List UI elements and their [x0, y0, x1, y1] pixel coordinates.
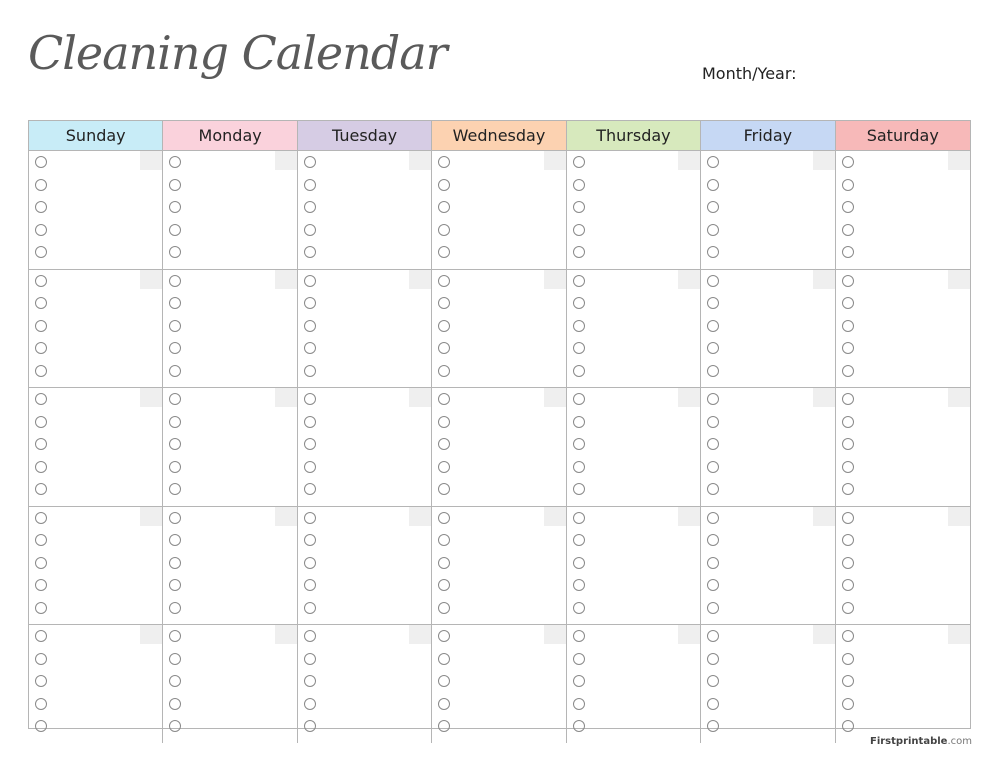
- task-checkbox[interactable]: [304, 630, 316, 642]
- task-checkbox[interactable]: [842, 438, 854, 450]
- task-checkbox[interactable]: [842, 416, 854, 428]
- task-checkbox[interactable]: [304, 416, 316, 428]
- task-checkbox[interactable]: [304, 393, 316, 405]
- day-cell: [29, 625, 163, 743]
- task-checkbox[interactable]: [842, 393, 854, 405]
- task-checkbox[interactable]: [35, 579, 47, 591]
- task-checkbox[interactable]: [573, 675, 585, 687]
- task-checkbox[interactable]: [573, 416, 585, 428]
- task-checkbox[interactable]: [842, 461, 854, 473]
- month-year-label: Month/Year:: [702, 64, 797, 83]
- task-checkbox[interactable]: [169, 653, 181, 665]
- date-box[interactable]: [678, 151, 700, 170]
- task-checkbox[interactable]: [169, 534, 181, 546]
- day-header-tuesday: Tuesday: [298, 121, 432, 151]
- task-checkbox[interactable]: [304, 275, 316, 287]
- page-title: Cleaning Calendar: [28, 26, 447, 80]
- task-checkbox[interactable]: [438, 275, 450, 287]
- task-checkbox[interactable]: [438, 365, 450, 377]
- date-box[interactable]: [409, 625, 431, 644]
- task-checkbox[interactable]: [35, 393, 47, 405]
- task-checkbox[interactable]: [304, 653, 316, 665]
- task-checkbox[interactable]: [707, 602, 719, 614]
- task-checkbox[interactable]: [707, 393, 719, 405]
- date-box[interactable]: [678, 507, 700, 526]
- task-checkbox[interactable]: [842, 224, 854, 236]
- task-checkbox[interactable]: [304, 534, 316, 546]
- task-checkbox[interactable]: [438, 179, 450, 191]
- task-checkbox[interactable]: [35, 557, 47, 569]
- task-checkbox[interactable]: [707, 416, 719, 428]
- task-checkbox[interactable]: [573, 602, 585, 614]
- task-checkbox[interactable]: [438, 201, 450, 213]
- task-checkbox[interactable]: [169, 342, 181, 354]
- task-checkbox[interactable]: [438, 630, 450, 642]
- task-checkbox[interactable]: [304, 675, 316, 687]
- task-checkbox[interactable]: [707, 156, 719, 168]
- day-cell: [298, 625, 432, 743]
- day-cell: [836, 270, 970, 389]
- task-checkbox[interactable]: [35, 602, 47, 614]
- task-checkbox[interactable]: [169, 483, 181, 495]
- date-box[interactable]: [813, 151, 835, 170]
- day-cell: [298, 151, 432, 270]
- date-box[interactable]: [948, 270, 970, 289]
- task-checkbox[interactable]: [438, 297, 450, 309]
- task-checkbox[interactable]: [573, 275, 585, 287]
- day-cell: [701, 388, 835, 507]
- day-cell: [432, 625, 566, 743]
- task-checkbox[interactable]: [35, 156, 47, 168]
- task-checkbox[interactable]: [169, 512, 181, 524]
- task-checkbox[interactable]: [169, 275, 181, 287]
- task-checkbox[interactable]: [707, 365, 719, 377]
- task-checkbox[interactable]: [169, 201, 181, 213]
- task-checkbox[interactable]: [304, 297, 316, 309]
- task-checkbox[interactable]: [304, 320, 316, 332]
- task-checkbox[interactable]: [707, 224, 719, 236]
- task-checkbox[interactable]: [304, 602, 316, 614]
- day-cell: [29, 270, 163, 389]
- task-checkbox[interactable]: [438, 156, 450, 168]
- date-box[interactable]: [409, 507, 431, 526]
- day-cell: [836, 388, 970, 507]
- task-checkbox[interactable]: [35, 698, 47, 710]
- task-checkbox[interactable]: [169, 438, 181, 450]
- task-checkbox[interactable]: [573, 201, 585, 213]
- task-checkbox[interactable]: [842, 653, 854, 665]
- task-checkbox[interactable]: [438, 461, 450, 473]
- day-cell: [29, 151, 163, 270]
- day-cell: [567, 151, 701, 270]
- task-checkbox[interactable]: [707, 557, 719, 569]
- task-checkbox[interactable]: [304, 224, 316, 236]
- task-checkbox[interactable]: [35, 534, 47, 546]
- task-checkbox[interactable]: [35, 275, 47, 287]
- task-checkbox[interactable]: [842, 557, 854, 569]
- day-cell: [567, 270, 701, 389]
- date-box[interactable]: [275, 270, 297, 289]
- task-checkbox[interactable]: [438, 534, 450, 546]
- date-box[interactable]: [409, 151, 431, 170]
- task-checkbox[interactable]: [304, 512, 316, 524]
- task-checkbox[interactable]: [707, 630, 719, 642]
- task-checkbox[interactable]: [573, 630, 585, 642]
- task-checkbox[interactable]: [573, 156, 585, 168]
- day-cell: [29, 388, 163, 507]
- date-box[interactable]: [275, 507, 297, 526]
- date-box[interactable]: [140, 388, 162, 407]
- day-cell: [298, 507, 432, 626]
- day-cell: [163, 388, 297, 507]
- task-checkbox[interactable]: [842, 179, 854, 191]
- task-checkbox[interactable]: [35, 224, 47, 236]
- day-header-friday: Friday: [701, 121, 835, 151]
- day-cell: [29, 507, 163, 626]
- task-checkbox[interactable]: [842, 275, 854, 287]
- task-checkbox[interactable]: [35, 720, 47, 732]
- day-cell: [701, 151, 835, 270]
- day-cell: [432, 388, 566, 507]
- task-checkbox[interactable]: [438, 224, 450, 236]
- task-checkbox[interactable]: [304, 461, 316, 473]
- day-cell: [567, 507, 701, 626]
- task-checkbox[interactable]: [438, 342, 450, 354]
- date-box[interactable]: [813, 625, 835, 644]
- date-box[interactable]: [409, 388, 431, 407]
- task-checkbox[interactable]: [35, 483, 47, 495]
- task-checkbox[interactable]: [842, 512, 854, 524]
- task-checkbox[interactable]: [304, 438, 316, 450]
- task-checkbox[interactable]: [169, 720, 181, 732]
- footer-credit: [870, 736, 972, 747]
- task-checkbox[interactable]: [573, 297, 585, 309]
- task-checkbox[interactable]: [573, 438, 585, 450]
- task-checkbox[interactable]: [573, 653, 585, 665]
- day-cell: [701, 507, 835, 626]
- task-checkbox[interactable]: [707, 534, 719, 546]
- day-header-sunday: Sunday: [29, 121, 163, 151]
- task-checkbox[interactable]: [304, 579, 316, 591]
- day-cell: [432, 507, 566, 626]
- task-checkbox[interactable]: [707, 720, 719, 732]
- task-checkbox[interactable]: [707, 512, 719, 524]
- task-checkbox[interactable]: [573, 342, 585, 354]
- task-checkbox[interactable]: [573, 179, 585, 191]
- date-box[interactable]: [813, 507, 835, 526]
- task-checkbox[interactable]: [438, 602, 450, 614]
- task-checkbox[interactable]: [169, 365, 181, 377]
- day-cell: [298, 388, 432, 507]
- task-checkbox[interactable]: [169, 297, 181, 309]
- day-cell: [163, 507, 297, 626]
- task-checkbox[interactable]: [573, 579, 585, 591]
- day-cell: [432, 151, 566, 270]
- task-checkbox[interactable]: [573, 461, 585, 473]
- date-box[interactable]: [140, 151, 162, 170]
- day-cell: [836, 625, 970, 743]
- footer-brand: Firstprintable: [869, 736, 948, 747]
- task-checkbox[interactable]: [707, 461, 719, 473]
- date-box[interactable]: [275, 625, 297, 644]
- task-checkbox[interactable]: [438, 438, 450, 450]
- date-box[interactable]: [140, 270, 162, 289]
- day-cell: [567, 388, 701, 507]
- task-checkbox[interactable]: [169, 602, 181, 614]
- task-checkbox[interactable]: [438, 579, 450, 591]
- task-checkbox[interactable]: [169, 179, 181, 191]
- day-cell: [163, 625, 297, 743]
- task-checkbox[interactable]: [304, 179, 316, 191]
- task-checkbox[interactable]: [573, 698, 585, 710]
- task-checkbox[interactable]: [35, 630, 47, 642]
- task-checkbox[interactable]: [35, 342, 47, 354]
- task-checkbox[interactable]: [842, 602, 854, 614]
- task-checkbox[interactable]: [707, 179, 719, 191]
- task-checkbox[interactable]: [707, 297, 719, 309]
- task-checkbox[interactable]: [573, 320, 585, 332]
- task-checkbox[interactable]: [304, 201, 316, 213]
- task-checkbox[interactable]: [707, 438, 719, 450]
- task-checkbox[interactable]: [573, 720, 585, 732]
- task-checkbox[interactable]: [707, 483, 719, 495]
- task-checkbox[interactable]: [304, 365, 316, 377]
- date-box[interactable]: [544, 625, 566, 644]
- task-checkbox[interactable]: [35, 461, 47, 473]
- task-checkbox[interactable]: [35, 179, 47, 191]
- task-checkbox[interactable]: [707, 675, 719, 687]
- task-checkbox[interactable]: [573, 534, 585, 546]
- date-box[interactable]: [948, 507, 970, 526]
- day-header-wednesday: Wednesday: [432, 121, 566, 151]
- task-checkbox[interactable]: [438, 320, 450, 332]
- date-box[interactable]: [948, 625, 970, 644]
- date-box[interactable]: [678, 388, 700, 407]
- task-checkbox[interactable]: [573, 224, 585, 236]
- date-box[interactable]: [544, 270, 566, 289]
- task-checkbox[interactable]: [169, 630, 181, 642]
- task-checkbox[interactable]: [169, 224, 181, 236]
- task-checkbox[interactable]: [35, 297, 47, 309]
- footer-tld: .com: [947, 736, 972, 747]
- task-checkbox[interactable]: [842, 342, 854, 354]
- task-checkbox[interactable]: [304, 246, 316, 258]
- date-box[interactable]: [544, 388, 566, 407]
- day-cell: [163, 151, 297, 270]
- task-checkbox[interactable]: [842, 579, 854, 591]
- task-checkbox[interactable]: [35, 675, 47, 687]
- task-checkbox[interactable]: [573, 246, 585, 258]
- date-box[interactable]: [678, 270, 700, 289]
- task-checkbox[interactable]: [438, 698, 450, 710]
- task-checkbox[interactable]: [169, 246, 181, 258]
- task-checkbox[interactable]: [438, 720, 450, 732]
- task-checkbox[interactable]: [707, 275, 719, 287]
- task-checkbox[interactable]: [842, 630, 854, 642]
- task-checkbox[interactable]: [842, 698, 854, 710]
- date-box[interactable]: [813, 270, 835, 289]
- task-checkbox[interactable]: [438, 512, 450, 524]
- task-checkbox[interactable]: [304, 156, 316, 168]
- task-checkbox[interactable]: [438, 393, 450, 405]
- task-checkbox[interactable]: [35, 365, 47, 377]
- task-checkbox[interactable]: [438, 483, 450, 495]
- task-checkbox[interactable]: [707, 698, 719, 710]
- task-checkbox[interactable]: [842, 483, 854, 495]
- task-checkbox[interactable]: [169, 675, 181, 687]
- date-box[interactable]: [948, 151, 970, 170]
- task-checkbox[interactable]: [169, 461, 181, 473]
- date-box[interactable]: [544, 507, 566, 526]
- day-cell: [432, 270, 566, 389]
- date-box[interactable]: [948, 388, 970, 407]
- task-checkbox[interactable]: [169, 393, 181, 405]
- task-checkbox[interactable]: [842, 675, 854, 687]
- task-checkbox[interactable]: [573, 393, 585, 405]
- task-checkbox[interactable]: [842, 534, 854, 546]
- task-checkbox[interactable]: [842, 320, 854, 332]
- task-checkbox[interactable]: [169, 579, 181, 591]
- task-checkbox[interactable]: [438, 675, 450, 687]
- task-checkbox[interactable]: [842, 156, 854, 168]
- task-checkbox[interactable]: [842, 201, 854, 213]
- task-checkbox[interactable]: [438, 653, 450, 665]
- task-checkbox[interactable]: [35, 512, 47, 524]
- day-cell: [163, 270, 297, 389]
- day-cell: [836, 507, 970, 626]
- task-checkbox[interactable]: [304, 342, 316, 354]
- date-box[interactable]: [544, 151, 566, 170]
- task-checkbox[interactable]: [707, 342, 719, 354]
- day-header-saturday: Saturday: [836, 121, 970, 151]
- task-checkbox[interactable]: [35, 438, 47, 450]
- task-checkbox[interactable]: [304, 698, 316, 710]
- day-cell: [701, 270, 835, 389]
- task-checkbox[interactable]: [707, 579, 719, 591]
- calendar-grid: [28, 120, 971, 729]
- task-checkbox[interactable]: [35, 201, 47, 213]
- date-box[interactable]: [275, 388, 297, 407]
- task-checkbox[interactable]: [438, 416, 450, 428]
- task-checkbox[interactable]: [842, 246, 854, 258]
- task-checkbox[interactable]: [438, 557, 450, 569]
- task-checkbox[interactable]: [169, 698, 181, 710]
- date-box[interactable]: [275, 151, 297, 170]
- task-checkbox[interactable]: [35, 416, 47, 428]
- date-box[interactable]: [678, 625, 700, 644]
- date-box[interactable]: [140, 507, 162, 526]
- task-checkbox[interactable]: [707, 246, 719, 258]
- date-box[interactable]: [409, 270, 431, 289]
- date-box[interactable]: [140, 625, 162, 644]
- task-checkbox[interactable]: [707, 201, 719, 213]
- day-cell: [567, 625, 701, 743]
- task-checkbox[interactable]: [573, 557, 585, 569]
- task-checkbox[interactable]: [842, 297, 854, 309]
- task-checkbox[interactable]: [169, 156, 181, 168]
- task-checkbox[interactable]: [35, 653, 47, 665]
- task-checkbox[interactable]: [842, 720, 854, 732]
- task-checkbox[interactable]: [438, 246, 450, 258]
- task-checkbox[interactable]: [573, 512, 585, 524]
- task-checkbox[interactable]: [304, 720, 316, 732]
- day-cell: [298, 270, 432, 389]
- task-checkbox[interactable]: [707, 320, 719, 332]
- day-header-thursday: Thursday: [567, 121, 701, 151]
- task-checkbox[interactable]: [35, 246, 47, 258]
- task-checkbox[interactable]: [35, 320, 47, 332]
- day-cell: [701, 625, 835, 743]
- day-header-monday: Monday: [163, 121, 297, 151]
- day-cell: [836, 151, 970, 270]
- task-checkbox[interactable]: [169, 320, 181, 332]
- task-checkbox[interactable]: [842, 365, 854, 377]
- task-checkbox[interactable]: [169, 557, 181, 569]
- task-checkbox[interactable]: [573, 365, 585, 377]
- date-box[interactable]: [813, 388, 835, 407]
- task-checkbox[interactable]: [304, 557, 316, 569]
- task-checkbox[interactable]: [169, 416, 181, 428]
- task-checkbox[interactable]: [573, 483, 585, 495]
- task-checkbox[interactable]: [707, 653, 719, 665]
- task-checkbox[interactable]: [304, 483, 316, 495]
